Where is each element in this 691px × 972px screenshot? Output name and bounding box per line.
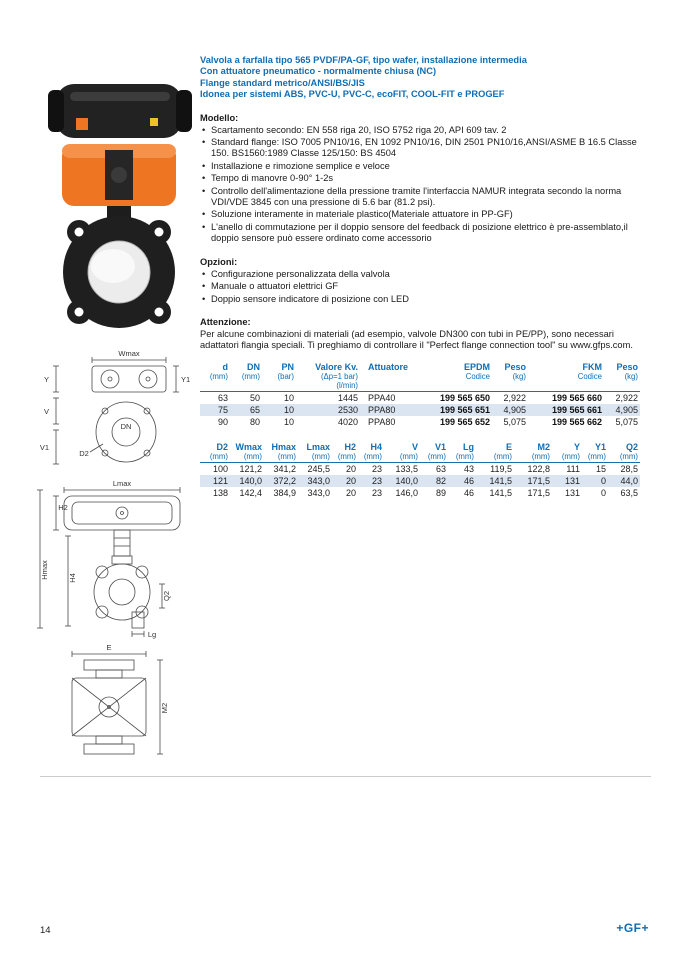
table-row: [200, 416, 640, 428]
table-cell: PPA80: [368, 404, 396, 415]
table-cell: 4,905: [615, 404, 638, 415]
column-header: [200, 381, 230, 392]
column-header: (mm): [200, 452, 230, 463]
table-cell: 141,5: [489, 475, 512, 486]
table-cell: 0: [600, 487, 606, 498]
table-cell: 171,5: [527, 475, 550, 486]
content-column: [200, 55, 654, 499]
column-header: (mm): [298, 452, 332, 463]
table-cell: 28,5: [620, 463, 638, 474]
table-cell: 245,5: [307, 463, 330, 474]
column-header: D2: [216, 441, 228, 452]
table-cell: 131: [564, 475, 580, 486]
table-cell: PPA40: [368, 392, 396, 403]
footer-divider: [40, 776, 651, 777]
attenzione-text: Per alcune combinazioni di materiali (ad esempio, valvole DN300 con tubi in PE/PP), sono necessari adattatori flangia speciali. Ti preghiamo di controllare il "Perfect flange connection tool" su www.gfps.com.: [200, 328, 633, 351]
title-line: Idonea per sistemi ABS, PVC-U, PVC-C, ecoFIT, COOL-FIT e PROGEF: [200, 89, 505, 100]
modello-bullet-list: [200, 125, 654, 245]
column-header: Peso: [504, 361, 526, 372]
column-header: (mm): [514, 452, 552, 463]
column-header: Peso: [616, 361, 638, 372]
table-cell: 199 565 651: [439, 404, 490, 415]
column-header: M2: [537, 441, 550, 452]
dimension-drawing-side-view: [34, 478, 194, 642]
table-cell: 133,5: [395, 463, 418, 474]
table-cell: 4,905: [503, 404, 526, 415]
column-header: (mm): [476, 452, 514, 463]
table-cell: 0: [600, 475, 606, 486]
table-row: [200, 404, 640, 416]
table-cell: 138: [212, 487, 228, 498]
table-cell: 10: [283, 392, 294, 403]
section-heading-modello: Modello:: [200, 112, 239, 123]
table-cell: 343,0: [307, 487, 330, 498]
dim-label-m2: M2: [160, 702, 169, 714]
table-cell: 199 565 661: [551, 404, 602, 415]
bullet-item: • Scartamento secondo: EN 558 riga 20, ISO 5752 riga 20, API 609 tav. 2: [200, 125, 654, 136]
column-header: Valore Kv.: [315, 361, 358, 372]
title-line: Con attuatore pneumatico - normalmente chiusa (NC): [200, 66, 437, 77]
dim-label-lmax: Lmax: [112, 479, 132, 488]
table-cell: 141,5: [489, 487, 512, 498]
column-header: H2: [344, 441, 356, 452]
table-cell: 119,5: [490, 463, 512, 474]
table-row: [200, 462, 640, 475]
column-header: V1: [434, 441, 446, 452]
title-line: Valvola a farfalla tipo 565 PVDF/PA-GF, tipo wafer, installazione intermedia: [200, 55, 527, 65]
table-cell: 171,5: [527, 487, 550, 498]
dim-label-v1: V1: [39, 443, 49, 452]
table-cell: 89: [435, 487, 446, 498]
bullet-item: • Doppio sensore indicatore di posizione con LED: [200, 294, 654, 305]
bullet-item: • Installazione e rimozione semplice e veloce: [200, 161, 654, 172]
column-header: V: [411, 441, 418, 452]
column-header: Codice: [465, 371, 490, 381]
column-header: (kg): [512, 371, 526, 381]
table-cell: 140,0: [395, 475, 418, 486]
dimension-drawing-end-view: [48, 642, 180, 769]
table-cell: 384,9: [273, 487, 296, 498]
column-header: (mm): [384, 452, 420, 463]
column-header: FKM: [582, 361, 602, 372]
header-row: [200, 442, 640, 452]
table-cell: 82: [435, 475, 446, 486]
column-header: EPDM: [463, 361, 490, 372]
dim-label-d2: D2: [79, 449, 89, 458]
column-header: Lg: [463, 441, 474, 452]
column-header: (mm): [332, 452, 358, 463]
table-cell: 121,2: [239, 463, 262, 474]
column-header: Codice: [577, 371, 602, 381]
table-cell: 43: [463, 463, 474, 474]
column-header: [528, 381, 604, 392]
table-cell: 20: [345, 487, 356, 498]
column-header: (mm): [608, 452, 640, 463]
column-header: DN: [247, 361, 260, 372]
opzioni-bullet-list: [200, 269, 654, 305]
table-cell: 100: [212, 463, 228, 474]
dim-label-h4: H4: [68, 573, 77, 583]
table-cell: 20: [345, 475, 356, 486]
column-header: [230, 381, 262, 392]
dim-label-h2: H2: [58, 503, 68, 512]
column-header: [262, 381, 296, 392]
column-header: [360, 381, 416, 392]
table-cell: 44,0: [620, 475, 638, 486]
bullet-item: • Configurazione personalizzata della valvola: [200, 269, 654, 280]
table-cell: 372,2: [273, 475, 296, 486]
table-cell: 1445: [337, 392, 358, 403]
table-cell: 63: [217, 392, 228, 403]
table-cell: 341,2: [273, 463, 296, 474]
column-header: (kg): [624, 371, 638, 381]
column-header: (mm): [448, 452, 476, 463]
title-line: Flange standard metrico/ANSI/BS/JIS: [200, 77, 365, 88]
column-header: [604, 381, 640, 392]
column-header: Attuatore: [368, 361, 408, 372]
table-cell: 199 565 662: [551, 416, 602, 427]
table-cell: 50: [249, 392, 260, 403]
column-header: Y: [573, 441, 580, 452]
column-header: [360, 372, 416, 381]
dim-label-dn: DN: [120, 422, 132, 431]
valve-selection-table: [200, 362, 640, 428]
dim-label-e: E: [106, 643, 112, 652]
table-cell: 15: [595, 463, 606, 474]
column-header: Hmax: [271, 441, 296, 452]
header-row: [200, 372, 640, 381]
column-header: PN: [281, 361, 294, 372]
dimensions-table: [200, 442, 640, 499]
bullet-item: • Tempo di manovre 0-90° 1-2s: [200, 173, 654, 184]
column-header: (mm): [241, 371, 260, 381]
column-header: (mm): [552, 452, 582, 463]
dim-label-v: V: [43, 407, 49, 416]
column-header: [416, 381, 492, 392]
dim-label-hmax: Hmax: [40, 560, 49, 580]
bullet-item: • Manuale o attuatori elettrici GF: [200, 281, 654, 292]
column-header: Lmax: [306, 441, 330, 452]
header-row: [200, 362, 640, 372]
header-row: [200, 452, 640, 463]
table-row: [200, 475, 640, 487]
column-header: (Δp=1 bar): [320, 371, 358, 381]
table-cell: 199 565 652: [439, 416, 490, 427]
table-cell: 65: [249, 404, 260, 415]
table-cell: PPA80: [368, 416, 396, 427]
dim-label-wmax: Wmax: [118, 349, 140, 358]
table-cell: 140,0: [239, 475, 262, 486]
bullet-item: • Soluzione interamente in materiale plastico(Materiale attuatore in PP-GF): [200, 209, 654, 220]
table-cell: 10: [283, 404, 294, 415]
table-cell: 63: [435, 463, 446, 474]
bullet-item: • L'anello di commutazione per il doppio sensore del feedback di posizione elettrico è pre-assemblato,il doppio sensore può essere ordinato come accessorio: [200, 222, 654, 245]
table-cell: 111: [566, 463, 580, 474]
table-cell: 90: [217, 416, 228, 427]
table-cell: 4020: [337, 416, 358, 427]
column-header: Wmax: [235, 441, 262, 452]
column-header: Y1: [594, 441, 606, 452]
header-row: [200, 381, 640, 392]
column-header: Q2: [625, 441, 638, 452]
table-cell: 75: [217, 404, 228, 415]
table-cell: 2,922: [503, 392, 526, 403]
column-header: (mm): [264, 452, 298, 463]
table-row: [200, 391, 640, 404]
table-cell: 63,5: [620, 487, 638, 498]
bullet-item: • Standard flange: ISO 7005 PN10/16, EN 1092 PN10/16, DIN 2501 PN10/16,ANSI/ASME B 16.5 Classe 150. BS1560:1989 Classe 125/150: BS 4504: [200, 137, 654, 160]
dim-label-y1: Y1: [181, 375, 191, 384]
column-header: (mm): [209, 371, 228, 381]
dim-label-y: Y: [43, 375, 49, 384]
column-header: (mm): [358, 452, 384, 463]
table-row: [200, 487, 640, 499]
table-cell: 80: [249, 416, 260, 427]
table-cell: 23: [371, 463, 382, 474]
table-cell: 2,922: [615, 392, 638, 403]
column-header: E: [505, 441, 512, 452]
gf-logo: +GF+: [616, 921, 649, 935]
column-header: (mm): [582, 452, 608, 463]
column-header: (bar): [277, 371, 294, 381]
column-header: [492, 381, 528, 392]
table-cell: 122,8: [527, 463, 550, 474]
table-cell: 199 565 660: [551, 392, 602, 403]
table-cell: 142,4: [239, 487, 262, 498]
dim-label-lg: Lg: [147, 630, 157, 639]
section-heading-opzioni: Opzioni:: [200, 256, 238, 267]
table-cell: 146,0: [395, 487, 418, 498]
table-cell: 5,075: [503, 416, 526, 427]
table-cell: 46: [463, 475, 474, 486]
column-header: (mm): [230, 452, 264, 463]
dim-label-q2: Q2: [162, 590, 171, 602]
product-photo: [46, 56, 194, 346]
valve-actuator-photo: [46, 56, 194, 346]
table-cell: 23: [371, 487, 382, 498]
section-heading-attenzione: Attenzione:: [200, 316, 251, 327]
table-cell: 131: [564, 487, 580, 498]
table-cell: 5,075: [615, 416, 638, 427]
table-cell: 10: [283, 416, 294, 427]
table-cell: 2530: [337, 404, 358, 415]
column-header: d: [222, 361, 228, 372]
page-number: 14: [40, 925, 51, 936]
bullet-item: • Controllo dell'alimentazione della pressione tramite l'interfaccia NAMUR integrata secondo la norma VDI/VDE 3845 con una pressione di 5.6 bar (81.2 psi).: [200, 186, 654, 209]
column-header: (mm): [420, 452, 448, 463]
column-header: H4: [370, 441, 382, 452]
dimension-drawing-front-view: [34, 348, 194, 472]
table-cell: 199 565 650: [439, 392, 490, 403]
table-cell: 343,0: [307, 475, 330, 486]
column-header: (l/min): [296, 381, 360, 392]
table-cell: 46: [463, 487, 474, 498]
table-cell: 23: [371, 475, 382, 486]
table-cell: 20: [345, 463, 356, 474]
product-title: [200, 55, 654, 101]
table-cell: 121: [212, 475, 228, 486]
